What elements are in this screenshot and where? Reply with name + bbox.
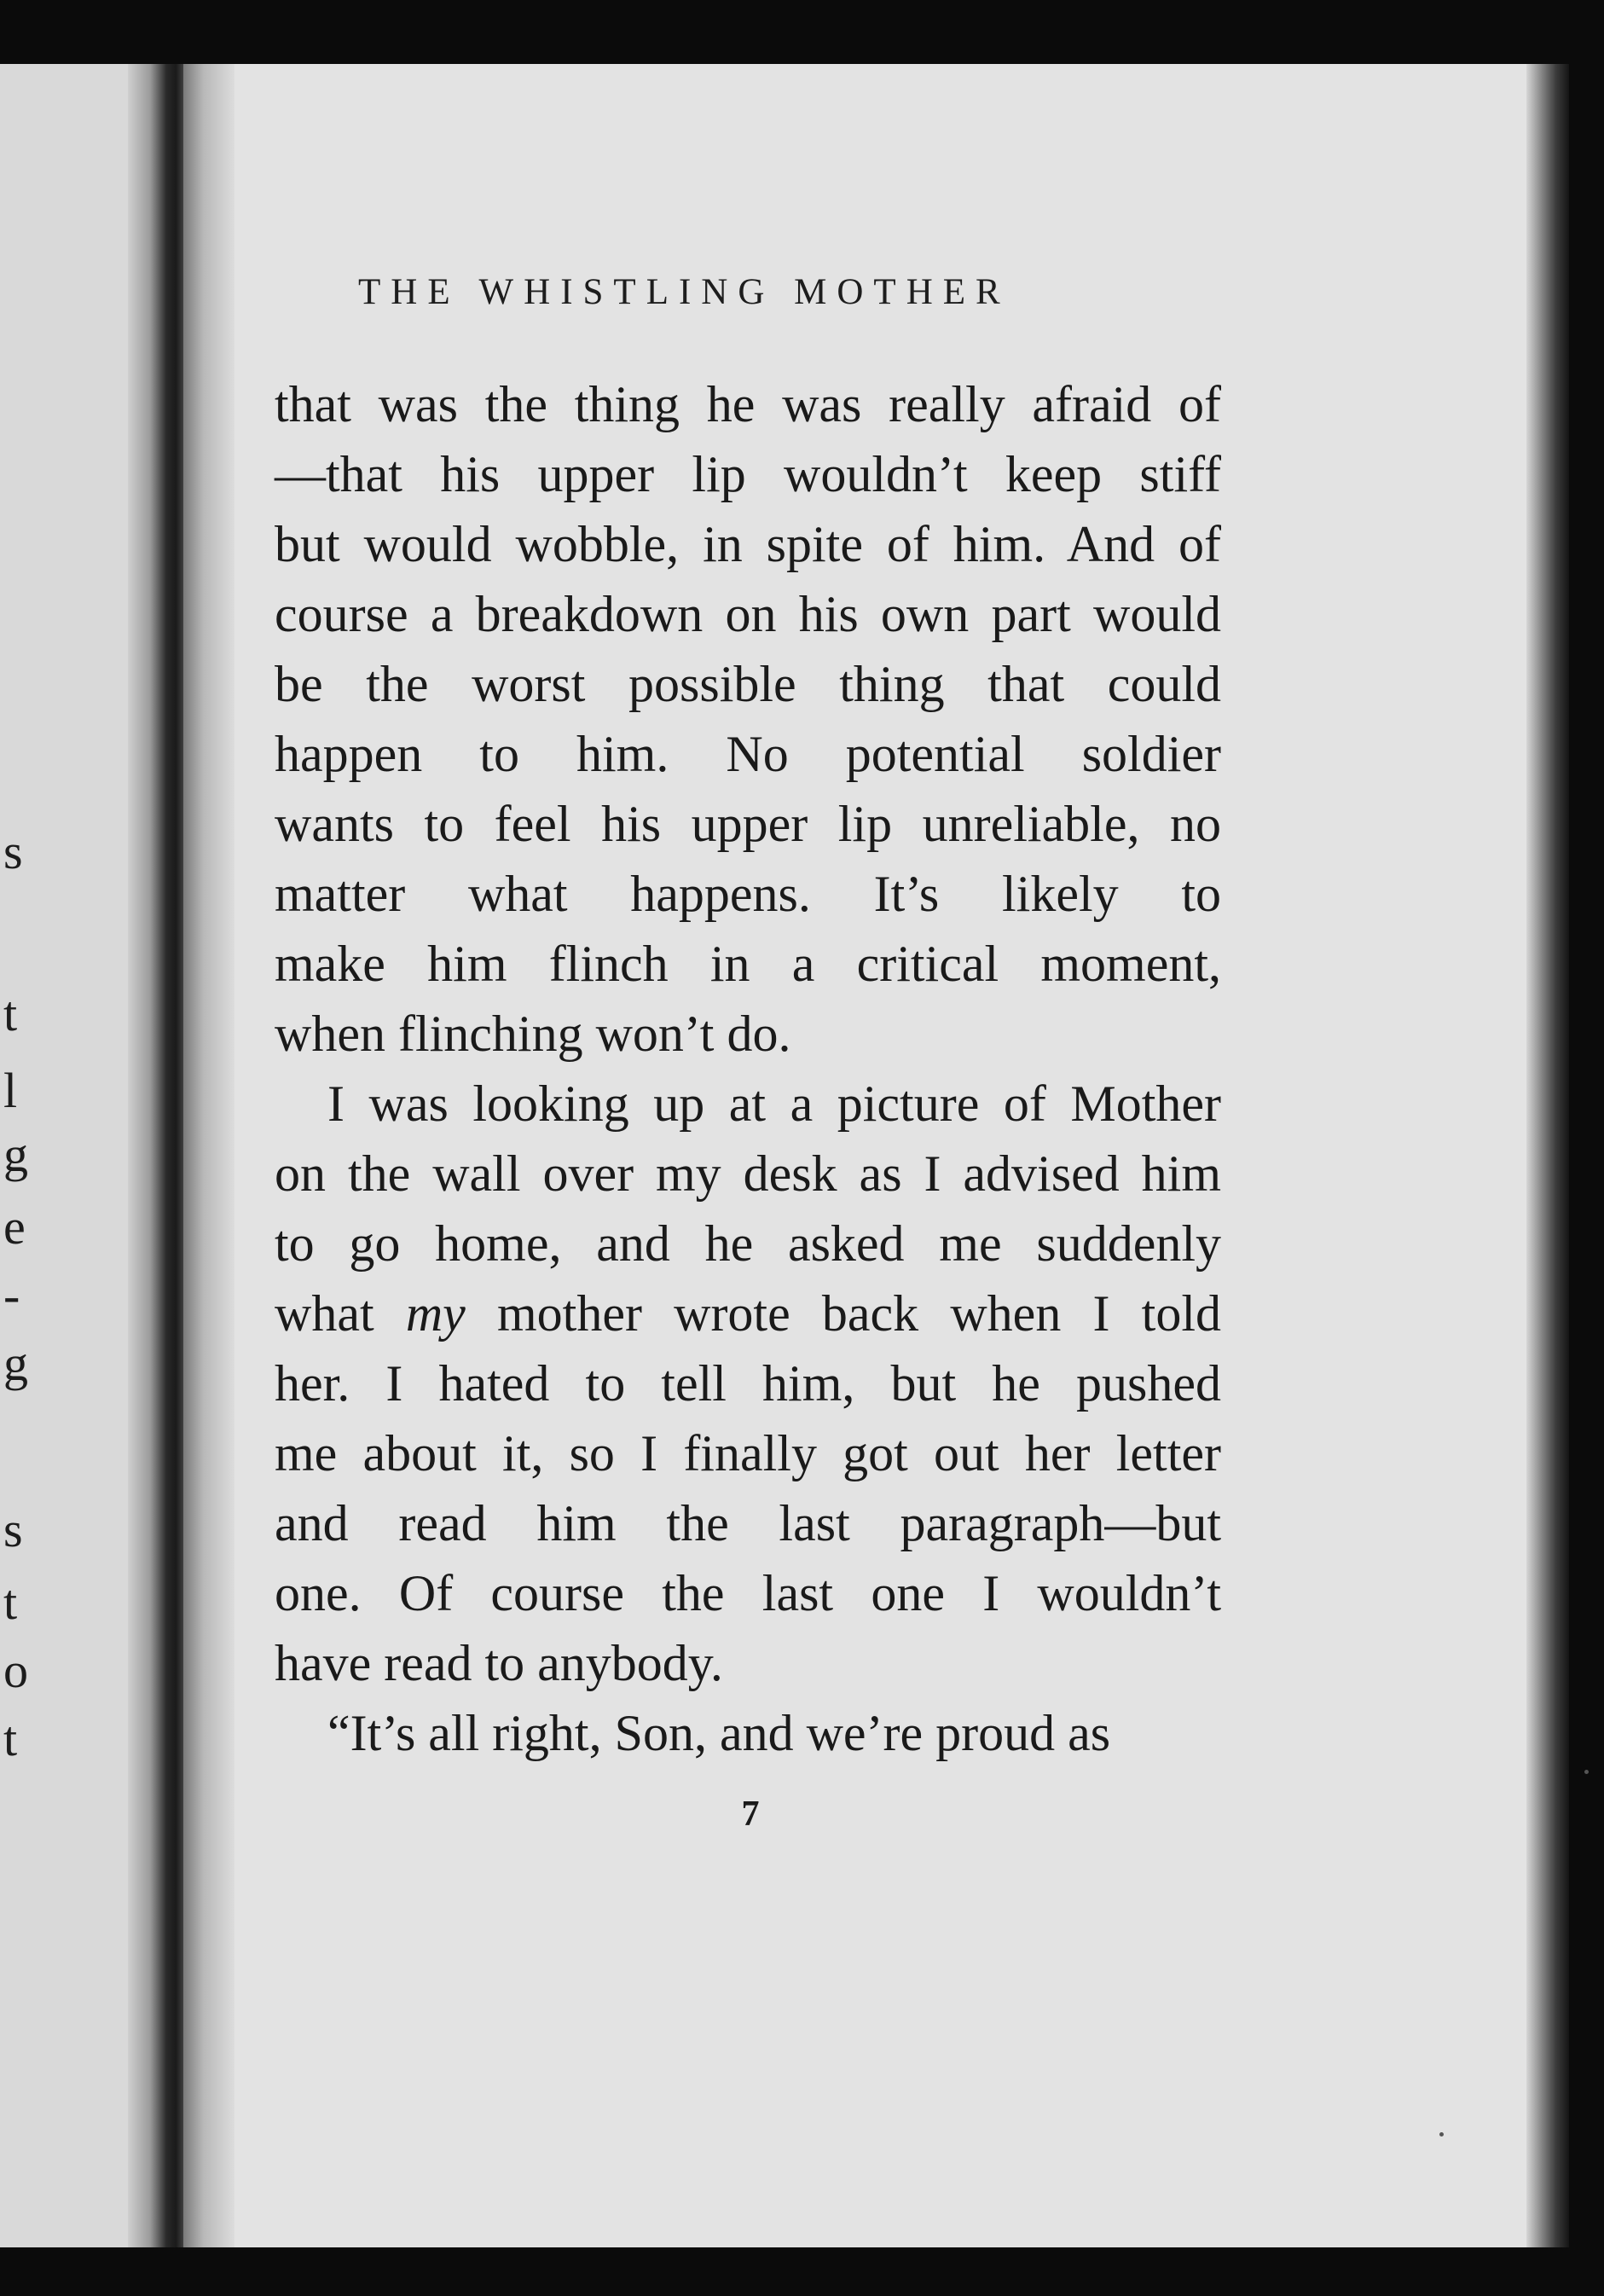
- text-line: but would wobble, in spite of him. And of: [275, 516, 1221, 572]
- facing-page-fragment: g: [3, 1127, 28, 1182]
- text-line: when flinching won’t do.: [275, 1006, 791, 1062]
- facing-page-fragment: t: [3, 1711, 18, 1766]
- book-spine-shadow: [128, 64, 192, 2247]
- paragraph: [275, 369, 1221, 1069]
- text-line: what my mother wrote back when I told: [275, 1285, 1222, 1342]
- paragraph: [275, 1069, 1221, 1698]
- facing-page-fragment: s: [3, 824, 23, 879]
- text-line: on the wall over my desk as I advised him: [275, 1145, 1221, 1202]
- running-head: THE WHISTLING MOTHER: [358, 272, 1010, 312]
- text-line: happen to him. No potential soldier: [275, 726, 1221, 782]
- text-line: to go home, and he asked me suddenly: [275, 1215, 1221, 1272]
- facing-page-fragment: -: [3, 1267, 20, 1323]
- text-line: that was the thing he was really afraid of: [275, 376, 1221, 432]
- text-line: matter what happens. It’s likely to: [275, 866, 1221, 922]
- text-line: be the worst possible thing that could: [275, 656, 1221, 712]
- scan-speck: [1439, 2132, 1444, 2137]
- paragraph: [275, 1698, 1221, 1768]
- page-number: 7: [741, 1794, 760, 1834]
- text-line: “It’s all right, Son, and we’re proud as: [327, 1705, 1111, 1761]
- facing-page-fragment: g: [3, 1336, 28, 1391]
- facing-page-text-fragments: [0, 64, 34, 2247]
- facing-page-fragment: l: [3, 1063, 18, 1118]
- facing-page-fragment: t: [3, 986, 18, 1041]
- text-line: have read to anybody.: [275, 1635, 723, 1691]
- page-right-edge: [1526, 64, 1569, 2247]
- facing-page-fragment: t: [3, 1574, 18, 1630]
- facing-page-fragment: e: [3, 1199, 26, 1255]
- page-gutter-shadow: [183, 64, 235, 2247]
- text-line: I was looking up at a picture of Mother: [327, 1076, 1221, 1132]
- text-line: her. I hated to tell him, but he pushed: [275, 1355, 1221, 1412]
- text-line: —that his upper lip wouldn’t keep stiff: [275, 446, 1221, 502]
- text-line: course a breakdown on his own part would: [275, 586, 1221, 642]
- body-text: [275, 369, 1221, 1768]
- text-line: wants to feel his upper lip unreliable, no: [275, 796, 1221, 852]
- facing-page-fragment: o: [3, 1643, 28, 1698]
- scan-speck: [1584, 1770, 1589, 1774]
- text-line: make him flinch in a critical moment,: [275, 936, 1221, 992]
- text-line: one. Of course the last one I wouldn’t: [275, 1565, 1221, 1621]
- text-line: and read him the last paragraph—but: [275, 1495, 1221, 1551]
- facing-page-fragment: s: [3, 1502, 23, 1557]
- text-line: me about it, so I finally got out her letter: [275, 1425, 1221, 1481]
